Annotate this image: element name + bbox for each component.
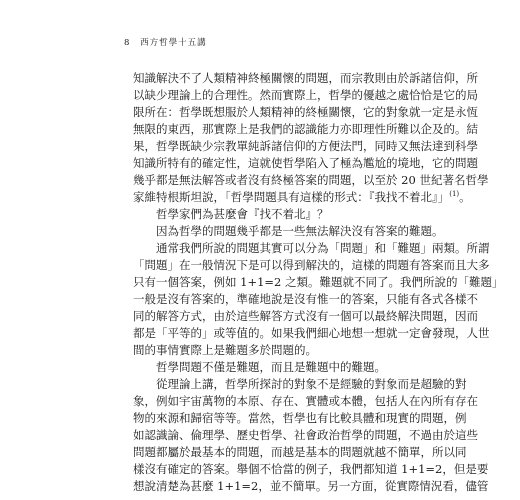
line-text: 象，例如宇宙萬物的本原、存在、實體或本體，包括人在內所有存在 xyxy=(133,394,478,408)
text-line xyxy=(133,121,478,138)
text-line xyxy=(133,223,444,240)
line-text: 哲學家們為甚麼會『找不着北』？ xyxy=(156,207,329,221)
running-head xyxy=(124,36,207,48)
paragraph xyxy=(133,70,489,206)
line-text: 家維特根斯坦說，「哲學問題具有這樣的形式：『我找不着北』」 xyxy=(133,190,450,204)
text-line xyxy=(133,291,478,308)
line-text: 限所在：哲學既想服於人類精神的終極關懷，它的對象就一定是永恆 xyxy=(133,105,478,119)
text-line xyxy=(133,189,471,206)
text-line xyxy=(133,87,478,104)
text-line xyxy=(133,325,490,342)
page-number: 8 xyxy=(124,38,131,48)
text-line xyxy=(133,155,478,172)
line-text: 物的來源和歸宿等等。當然，哲學也有比較具體和現實的問題，例 xyxy=(133,411,467,425)
text-line xyxy=(133,70,478,87)
text-line xyxy=(133,478,489,495)
line-text: 都是「平等的」或等值的。如果我們細心地想一想就一定會發現，人世 xyxy=(133,326,490,340)
text-line xyxy=(133,461,489,478)
paragraph xyxy=(133,223,444,240)
text-line xyxy=(133,376,467,393)
paragraph xyxy=(133,359,397,376)
text-line xyxy=(133,240,490,257)
text-line xyxy=(133,342,397,359)
line-text: 間的事情實際上是難題多於問題的。 xyxy=(133,343,317,357)
text-line xyxy=(133,206,397,223)
footnote-marker[interactable]: (1) xyxy=(449,190,460,199)
paragraph xyxy=(133,240,504,359)
line-text: 問題都屬於最基本的問題，而越是基本的問題就越不簡單，所以同 xyxy=(133,445,467,459)
text-line xyxy=(133,172,489,189)
line-text: 同的解答方式，由於這些解答方式沒有一個可以最終解決問題，因而 xyxy=(133,309,478,323)
text-line xyxy=(133,138,478,155)
line-text: 一般是沒有答案的，準確地說是沒有惟一的答案，只能有各式各樣不 xyxy=(133,292,478,306)
line-text: 無限的東西，那實際上是我們的認識能力亦即理性所難以企及的。結 xyxy=(133,122,478,136)
paragraph xyxy=(133,206,397,223)
line-text: 「問題」在一般情況下是可以得到解決的，這樣的問題有答案而且大多 xyxy=(133,258,490,272)
line-text: 知識解決不了人類精神終極關懷的問題，而宗教則由於訴諸信仰，所 xyxy=(133,71,478,85)
line-text: 果，哲學既缺少宗教單純訴諸信仰的方便法門，同時又無法達到科學 xyxy=(133,139,478,153)
text-line xyxy=(133,308,478,325)
line-text: 通常我們所說的問題其實可以分為「問題」和「難題」兩類。所謂 xyxy=(156,241,490,255)
paragraph xyxy=(133,376,489,495)
line-text: 以缺少理論上的合理性。然而實際上，哲學的優越之處恰恰是它的局 xyxy=(133,88,478,102)
text-line xyxy=(133,410,467,427)
line-text: 知識所特有的確定性，這就使哲學陷入了極為尷尬的境地，它的問題 xyxy=(133,156,478,170)
line-text: 想說清楚為甚麼 1+1=2，並不簡單。另一方面，從實際情況看，儘管 xyxy=(133,479,489,493)
text-line xyxy=(133,274,504,291)
text-line xyxy=(133,393,478,410)
line-tail: 。 xyxy=(459,190,471,204)
body-text xyxy=(133,70,504,495)
text-line xyxy=(133,257,490,274)
book-title: 西方哲學十五講 xyxy=(140,38,207,48)
text-line xyxy=(133,104,478,121)
line-text: 如認識論、倫理學、歷史哲學、社會政治哲學的問題，不過由於這些 xyxy=(133,428,478,442)
text-line xyxy=(133,427,478,444)
line-text: 哲學問題不僅是難題，而且是難題中的難題。 xyxy=(156,360,386,374)
line-text: 樣沒有確定的答案。舉個不恰當的例子，我們都知道 1+1=2，但是要 xyxy=(133,462,489,476)
line-text: 因為哲學的問題幾乎都是一些無法解決沒有答案的難題。 xyxy=(156,224,444,238)
line-text: 只有一個答案，例如 1+1=2 之類。難題就不同了。我們所說的「難題」 xyxy=(133,275,504,289)
line-text: 幾乎都是無法解答或者沒有終極答案的問題，以至於 20 世紀著名哲學 xyxy=(133,173,489,187)
text-line xyxy=(133,444,467,461)
line-text: 從理論上講，哲學所探討的對象不是經驗的對象而是超驗的對 xyxy=(156,377,467,391)
text-line xyxy=(133,359,397,376)
